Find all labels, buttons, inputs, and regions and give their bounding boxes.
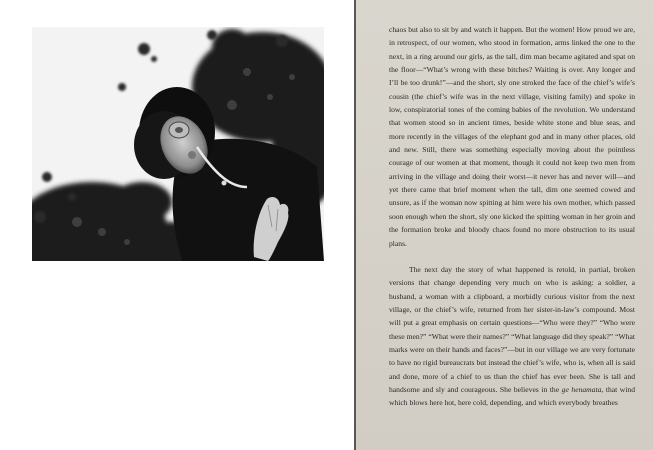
body-text [389, 23, 635, 410]
paragraph-2-text-a: The next day the story of what happened is retold, in partial, broken versions that change depending very much on who is asking: a soldier, a husband, a woman with a clipboard, a morbidly curious visitor from the next village, or the chief’s wife, returned from her sister-in-law’s compound. Most will put a great emphasis on certain questions—“Who were they?” “Who were these men?” “What were their names?” “What language did they speak?” “What marks were on their hands and faces?”—but in our village we are very fortunate to have no rigid bureaucrats but instead the chief’s wife, who is, when all is said and done, more of a chief to us than the chief has ever been. She is tall and handsome and sly and courageous. She believes in the [389, 264, 635, 394]
photograph-image [32, 27, 324, 261]
paragraph-1: chaos but also to sit by and watch it happen. But the women! How proud we are, in retrospect, of our women, who stood in formation, arms linked the one to the next, in a ring around our girls, as the tall, dim man became agitated and spat on the floor—“What’s wrong with these bitches? Waiting is over. Any longer and I’ll be too drunk!”—and the short, sly one stroked the face of the chief’s wife’s cousin (the chief’s wife was in the next village, visiting family) and spoke in low, conspiratorial tones of the coming babies of the revolution. We understand that women stood so in ancient times, beside white stone and blue seas, and more recently in the villages of the elephant god and in many other places, old and new. Still, there was something especially moving about the pointless courage of our women at that moment, though it could not keep two men from arriving in the village and doing their worst—it never has and never will—and yet there came that brief moment when the tall, dim one seemed cowed and unsure, as if the woman now spitting at him were his own mother, which passed soon enough when the short, sly one kicked the spitting woman in her groin and the formation broke and bloody chaos found no more obstruction to its usual plans. [389, 25, 635, 248]
right-page [356, 0, 653, 450]
photograph [32, 27, 324, 261]
paragraph-2-italic: ge henamata [561, 384, 602, 394]
paragraph-2 [389, 263, 635, 410]
paragraph-2-text-b: , that wind which blows here hot, here cold, depending, and which everybody breathes [389, 384, 635, 408]
